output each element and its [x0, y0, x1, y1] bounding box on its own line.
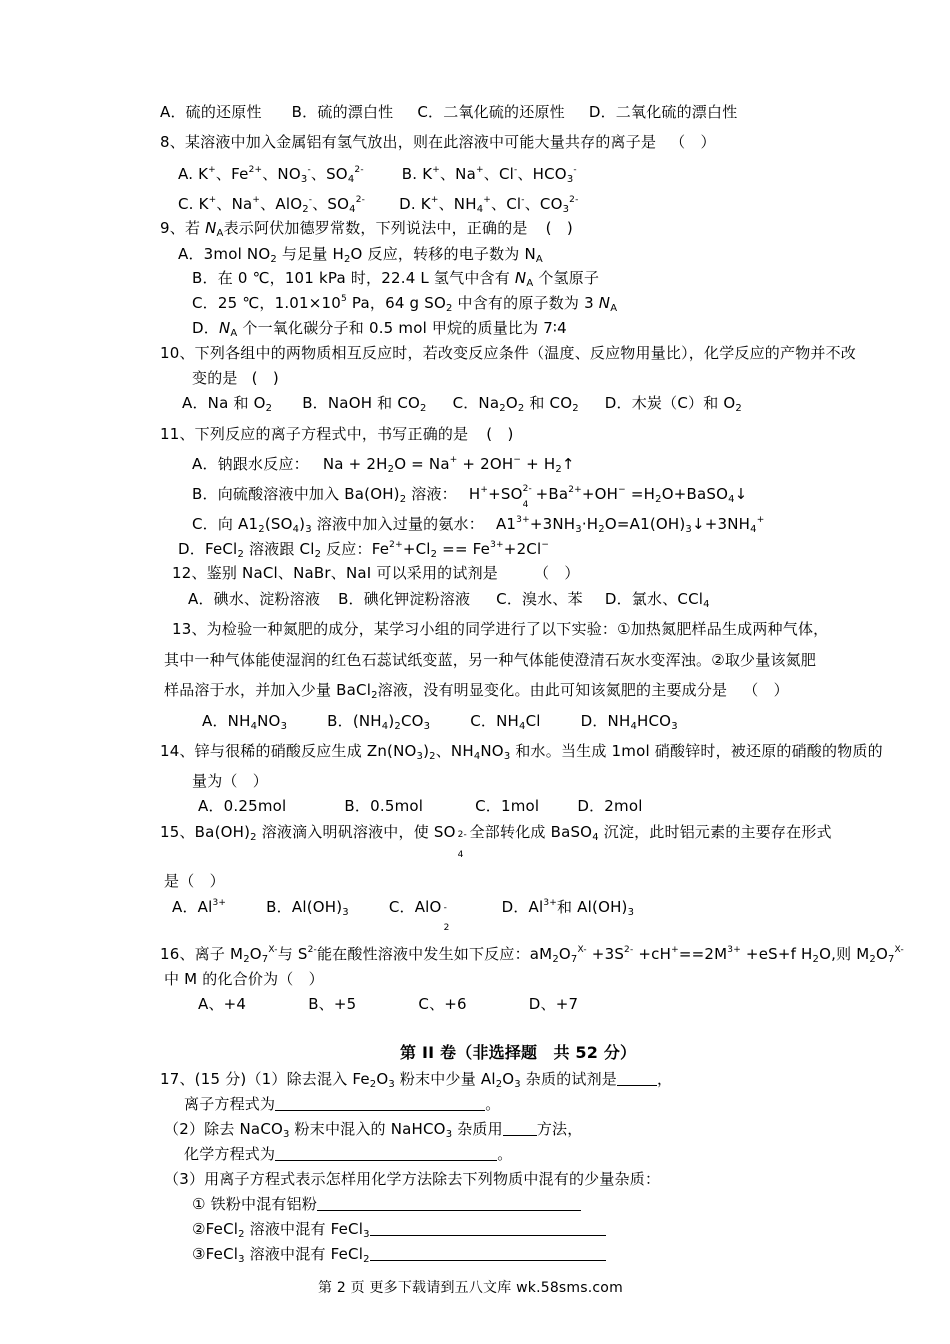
q7-option-a: A．硫的还原性	[160, 103, 262, 121]
q17-line5: （3）用离子方程式表示怎样用化学方法除去下列物质中混有的少量杂质：	[164, 1170, 661, 1188]
q8-options-cd: C. K+、Na+、AlO$_2$-、$SO_4^{2-}$ D. K+、$NH_4^+$、Cl-、$CO_3^{2-}$	[178, 195, 579, 215]
q17-item2: ②FeCl$_2$ 溶液中混有 FeCl$_3$	[192, 1219, 606, 1239]
page-footer: 第 2 页 更多下载请到五八文库 wk.58sms.com	[318, 1280, 623, 1296]
q8-answer-paren: （ ）	[670, 133, 716, 151]
q15-line2: 是（ ）	[164, 872, 225, 890]
q15-options: A．$Al^{3+}$ B．$Al(OH)_3$ C．AlO - 2 D．$Al^{3+}$和 $Al(OH)_3$	[172, 898, 635, 933]
q11-option-d: D．FeCl$_2$ 溶液跟 $Cl_2$ 反应：$Fe^{2+}+Cl_2 == Fe^{3+}+2Cl^-$	[178, 540, 550, 560]
q14-line2: 量为（ ）	[192, 772, 269, 790]
q11-option-b: B．向硫酸溶液中加入 $Ba(OH)_2$ 溶液： H++SO 2- 4 $+Ba^{2+}+OH^-$ $=H_2O+BaSO_4↓$	[192, 484, 748, 510]
q11-answer-paren: ( )	[486, 425, 514, 443]
q17-item1: ① 铁粉中混有铝粉	[192, 1194, 581, 1214]
q17-blank-ionic-eq1[interactable]	[275, 1095, 485, 1111]
q15-line1: 15、$Ba(OH)_2$ 溶液滴入明矾溶液中，使 SO 2- 4 全部转化成 BaSO$_4$ 沉淀，此时铝元素的主要存在形式	[160, 823, 832, 860]
q9-option-d: D．$N_A$ 个一氧化碳分子和 0.5 mol 甲烷的质量比为 7∶4	[192, 319, 567, 339]
q17-line4: 化学方程式为 。	[184, 1145, 513, 1163]
q16-line2: 中 M 的化合价为（ ）	[164, 970, 324, 988]
q17-blank-reagent[interactable]	[617, 1070, 657, 1086]
q10-answer-paren: ( )	[251, 369, 279, 387]
q17-line1: 17、(15 分)（1）除去混入 $Fe_2O_3$ 粉末中少量 $Al_2O_3$ 杂质的试剂是 ，	[160, 1070, 673, 1090]
q11-option-c: C．向 $A1_2(SO_4)_3$ 溶液中加入过量的氨水： $A1^{3+}+3NH_3\cdot H_2O=A1(OH)_3↓+3NH_4^+$	[192, 515, 765, 535]
q7-option-c: C．二氧化硫的还原性	[417, 103, 565, 121]
q9-option-b: B．在 0 ℃，101 kPa 时，22.4 L 氢气中含有 $N_A$ 个氢原子	[192, 269, 600, 289]
q13-line1: 13、为检验一种氮肥的成分，某学习小组的同学进行了以下实验：①加热氮肥样品生成两种气体，	[172, 620, 829, 638]
q13-line3: 样品溶于水，并加入少量 BaCl$_2$溶液，没有明显变化。由此可知该氮肥的主要成分是 （ ）	[164, 681, 789, 701]
q13-options: A．$NH_4NO_3$ B．$(NH_4)_2CO_3$ C．$NH_4Cl$ D．$NH_4HCO_3$	[202, 712, 678, 732]
q10-stem-line2: 变的是 ( )	[192, 369, 279, 387]
q12-options: A．碘水、淀粉溶液 B．碘化钾淀粉溶液 C．溴水、苯 D．氯水、CCl$_4$	[188, 590, 710, 610]
q7-options	[160, 102, 737, 122]
q11-option-a: A．钠跟水反应： $Na + 2H_2O = Na^+ + 2OH^-$ + $H_2↑$	[192, 455, 575, 475]
q14-options: A．0.25mol B．0.5mol C．1mol D．2mol	[198, 797, 643, 815]
q17-line3: （2）除去 NaCO$_3$ 粉末中混入的 NaHCO$_3$ 杂质用 方法，	[164, 1120, 583, 1140]
q17-blank-item3[interactable]	[370, 1245, 606, 1261]
q17-blank-method[interactable]	[503, 1120, 537, 1136]
q12-answer-paren: （ ）	[534, 564, 580, 582]
q10-stem-line1: 10、下列各组中的两物质相互反应时，若改变反应条件（温度、反应物用量比），化学反应的产物并不改	[160, 344, 856, 362]
q9-answer-paren: ( )	[545, 219, 573, 237]
q7-option-d: D．二氧化硫的漂白性	[588, 103, 738, 121]
q11-stem: 11、下列反应的离子方程式中，书写正确的是 ( )	[160, 425, 514, 443]
q16-line1: 16、离子 $M_2O_7^{X-}$与 $S^{2-}$能在酸性溶液中发生如下反应：$aM_2O_7^{X-} +3S^{2-} +cH^+==2M^{3+} +eS+f$ $H_2O$,则 $M_2O_7^{X-}$	[160, 945, 904, 965]
q9-option-a: A．3mol $NO_2$ 与足量 $H_2O$ 反应，转移的电子数为 $N_A$	[178, 245, 543, 265]
q9-stem: 9、若 $N_A$表示阿伏加德罗常数，下列说法中，正确的是 ( )	[160, 219, 573, 239]
q9-option-c: C．25 ℃，$1.01\times 10^5$ Pa，64 g $SO_2$ 中含有的原子数为 3 $N_A$	[192, 294, 618, 314]
part2-title: 第 II 卷（非选择题 共 52 分）	[400, 1043, 637, 1062]
q10-options: A．Na 和 $O_2$ B．NaOH 和 $CO_2$ C．$Na_2O_2$ 和 $CO_2$ D．木炭（C）和 $O_2$	[182, 394, 742, 414]
q8-options-ab: A. K+、$Fe^{2+}$、$NO_3^-$、$SO_4^{2-}$ B. K+、Na+、Cl-、$HCO_3^-$	[178, 165, 577, 185]
q12-stem: 12、鉴别 NaCl、NaBr、NaI 可以采用的试剂是 （ ）	[172, 564, 580, 582]
q13-answer-paren: （ ）	[743, 681, 789, 699]
q17-blank-chem-eq[interactable]	[275, 1145, 497, 1161]
q8-stem: 8、某溶液中加入金属铝有氢气放出，则在此溶液中可能大量共存的离子是 （ ）	[160, 133, 716, 151]
q17-blank-item2[interactable]	[370, 1220, 606, 1236]
q17-blank-item1[interactable]	[317, 1195, 581, 1211]
q17-line2: 离子方程式为 。	[184, 1095, 501, 1113]
q7-option-b: B．硫的漂白性	[291, 103, 394, 121]
q13-line2: 其中一种气体能使湿润的红色石蕊试纸变蓝，另一种气体能使澄清石灰水变浑浊。②取少量该氮肥	[164, 651, 817, 669]
q14-line1: 14、锌与很稀的硝酸反应生成 $Zn(NO_3)_2$、$NH_4NO_3$ 和水。当生成 1mol 硝酸锌时，被还原的硝酸的物质的	[160, 742, 883, 762]
q16-options: A、+4 B、+5 C、+6 D、+7	[198, 995, 579, 1013]
q17-item3: ③FeCl$_3$ 溶液中混有 FeCl$_2$	[192, 1244, 606, 1264]
